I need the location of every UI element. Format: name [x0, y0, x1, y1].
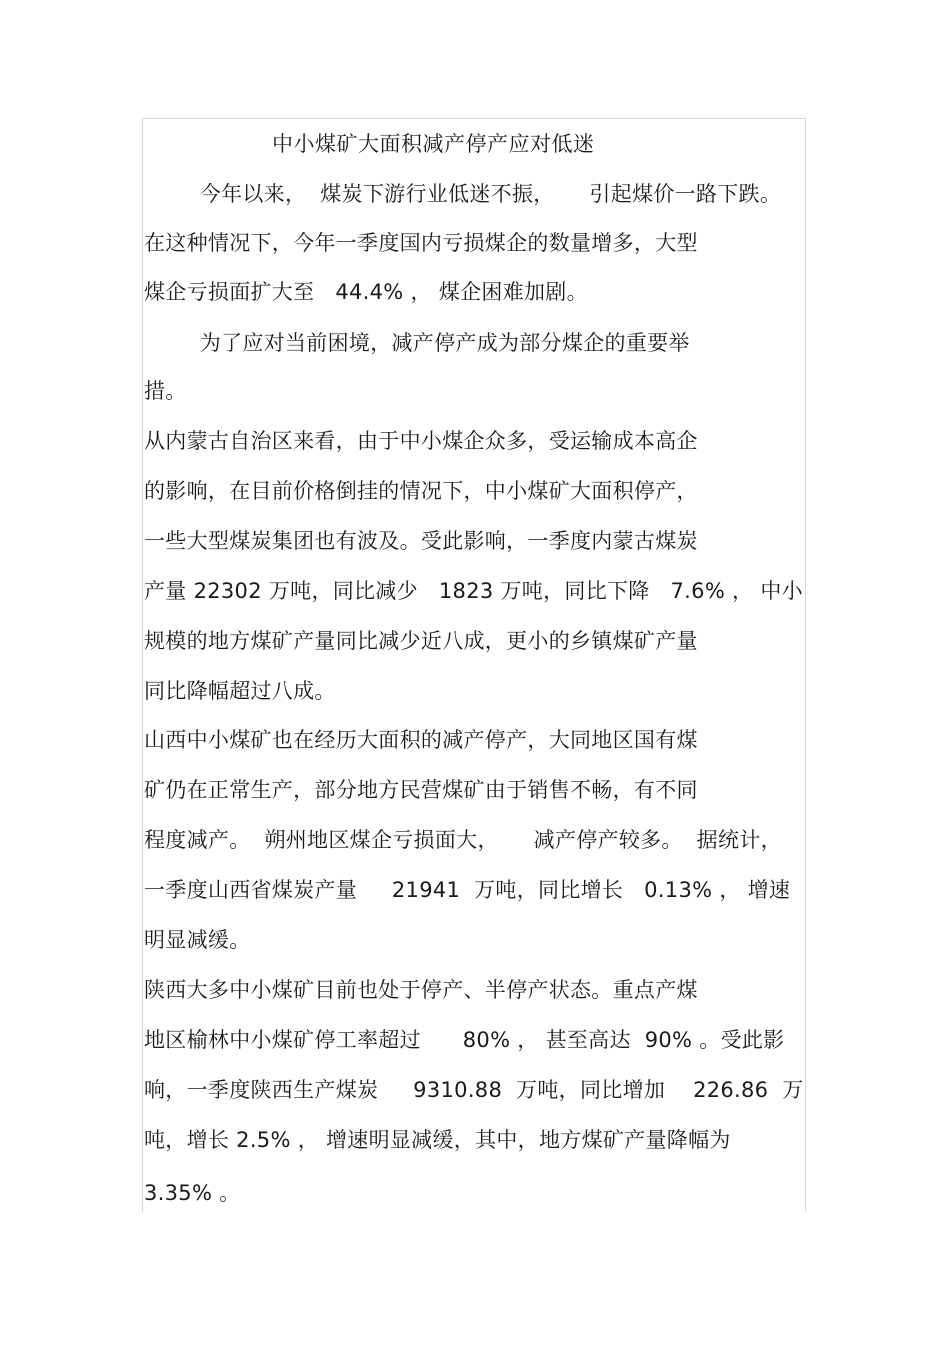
text-line-5: 措。	[144, 379, 187, 403]
text-line-11: 同比降幅超过八成。	[144, 679, 336, 703]
text-line-3: 煤企亏损面扩大至 44.4% ， 煤企困难加剧。	[144, 280, 588, 304]
text-line-19: 响，一季度陕西生产煤炭 9310.88 万吨，同比增加 226.86 万	[144, 1078, 804, 1102]
text-line-21: 3.35% 。	[144, 1181, 241, 1205]
text-line-7: 的影响，在目前价格倒挂的情况下，中小煤矿大面积停产，	[144, 479, 698, 503]
text-line-15: 一季度山西省煤炭产量 21941 万吨，同比增长 0.13% ， 增速	[144, 878, 791, 902]
text-line-12: 山西中小煤矿也在经历大面积的减产停产，大同地区国有煤	[144, 728, 698, 752]
text-line-18: 地区榆林中小煤矿停工率超过 80% ， 甚至高达 90% 。受此影	[144, 1028, 785, 1052]
text-line-17: 陕西大多中小煤矿目前也处于停产、半停产状态。重点产煤	[144, 978, 698, 1002]
text-line-8: 一些大型煤炭集团也有波及。受此影响，一季度内蒙古煤炭	[144, 529, 698, 553]
document-title: 中小煤矿大面积减产停产应对低迷	[272, 132, 595, 156]
text-line-2: 在这种情况下，今年一季度国内亏损煤企的数量增多，大型	[144, 231, 698, 255]
text-line-4: 为了应对当前困境，减产停产成为部分煤企的重要举	[144, 331, 690, 355]
text-line-20: 吨，增长 2.5% ， 增速明显减缓，其中，地方煤矿产量降幅为	[144, 1128, 731, 1152]
text-line-14: 程度减产。 朔州地区煤企亏损面大， 减产停产较多。 据统计，	[144, 828, 782, 852]
text-line-10: 规模的地方煤矿产量同比减少近八成，更小的乡镇煤矿产量	[144, 629, 698, 653]
text-line-16: 明显减缓。	[144, 928, 251, 952]
text-line-13: 矿仍在正常生产，部分地方民营煤矿由于销售不畅，有不同	[144, 778, 698, 802]
text-line-6: 从内蒙古自治区来看，由于中小煤企众多，受运输成本高企	[144, 429, 698, 453]
text-line-9: 产量 22302 万吨，同比减少 1823 万吨，同比下降 7.6% ， 中小	[144, 579, 803, 603]
text-line-1: 今年以来， 煤炭下游行业低迷不振， 引起煤价一路下跌。	[144, 182, 782, 206]
